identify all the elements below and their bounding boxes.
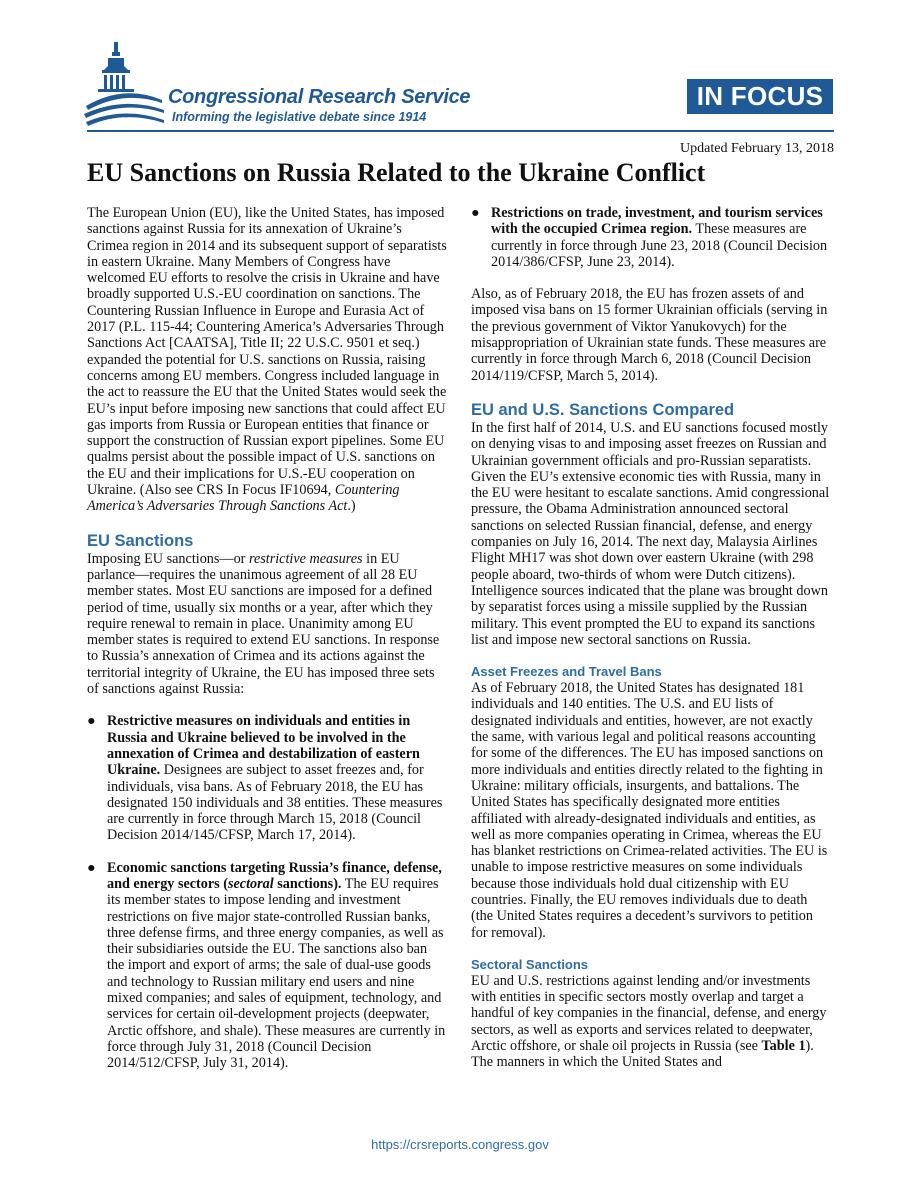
footer-url[interactable]: https://crsreports.congress.gov (371, 1137, 549, 1152)
page-title: EU Sanctions on Russia Related to the Ukraine Conflict (87, 158, 706, 187)
bullet-icon: ● (87, 859, 96, 876)
table-ref: Table 1 (761, 1038, 806, 1055)
heading-eu-sanctions: EU Sanctions (87, 531, 194, 550)
intro-paragraph: The European Union (EU), like the United States, has imposed sanctions against Russia for its annexation of Ukraine’s Crimea region in 2014 and its subsequent support of separatists in eastern Ukraine. Many Members of Congress have welcomed EU efforts to resolve the crisis in Ukraine and have broadly supported U.S.-EU coordination on sanctions. The Countering Russian Influence in Europe and Eurasia Act of 2017 (P.L. 115-44; Countering America’s Adversaries Through Sanctions Act [CAATSA], Title II; 22 U.S.C. 9501 et seq.) expanded the potential for U.S. sanctions on Russia, raising concerns among EU members. Congress included language in the act to reassure the EU that the United States would seek the EU’s input before imposing new sanctions that could affect EU gas imports from Russia or European entities that finance or support the construction of Russian export pipelines. Some EU qualms persist about the possible impact of U.S. sanctions on the EU and their implications for U.S.-EU cooperation on Ukraine. (Also see CRS In Focus IF10694, Countering America’s Adversaries Through Sanctions Act.) (87, 205, 447, 515)
crs-header (0, 0, 920, 140)
also-paragraph: Also, as of February 2018, the EU has frozen assets of and imposed visa bans on 15 former Ukrainian officials (serving in the previous government of Viktor Yanukovych) for the misappropriation of Ukrainian state funds. These measures are currently in force through March 6, 2018 (Council Decision 2014/119/CFSP, March 5, 2014). (471, 286, 828, 384)
list-item: ● Restrictive measures on individuals and entities in Russia and Ukraine believed to be involved in the annexation of Crimea and destabilization of eastern Ukraine. Designees are subject to asset freezes and, for individuals, visa bans. As of February 2018, the EU has designated 150 individuals and 38 entities. These measures are currently in force through March 15, 2018 (Council Decision 2014/145/CFSP, March 17, 2014). (87, 713, 443, 844)
bullet-icon: ● (471, 205, 480, 221)
list-item: ● Economic sanctions targeting Russia’s finance, defense, and energy sectors (sectoral sanctions). The EU requires its member states to impose lending and investment restrictions on five major state-controlled Russian banks, three defense firms, and three energy companies, as well as their subsidiaries outside the EU. The sanctions also ban the import and export of arms; the sale of dual-use goods and technology to Russian military end users and nine mixed companies; and sales of equipment, technology, and services for certain oil-development projects (deepwater, Arctic offshore, and shale). These measures are currently in force through July 31, 2018 (Council Decision 2014/512/CFSP, July 31, 2014). (87, 859, 446, 1072)
asset-freezes-paragraph: As of February 2018, the United States has designated 181 individuals and 140 entities. The U.S. and EU lists of designated individuals and entities, however, are not exactly the same, with various legal and political reasons accounting for some of the differences. The EU has imposed sanctions on more individuals and entities directly related to the fighting in Ukraine: military officials, insurgents, and battalions. The United States has specifically designated more entities affiliated with already-designated individuals and entities, as well as more companies operating in Crimea, whereas the EU has blanket restrictions on Crimea-related activities. The EU is unable to impose restrictive measures on some individuals because those individuals hold dual citizenship with EU countries. Finally, the EU removes individuals due to death (the United States requires a decedent’s survivors to petition for removal). (471, 680, 828, 941)
in-focus-badge: IN FOCUS (687, 79, 833, 114)
updated-date: Updated February 13, 2018 (680, 141, 834, 156)
capitol-dome-logo-icon (84, 40, 164, 130)
heading-compared: EU and U.S. Sanctions Compared (471, 400, 735, 419)
org-tagline: Informing the legislative debate since 1914 (172, 110, 427, 124)
heading-asset-freezes: Asset Freezes and Travel Bans (471, 664, 662, 680)
bullet-icon: ● (87, 713, 96, 730)
left-column (87, 205, 447, 1088)
eu-sanctions-paragraph: Imposing EU sanctions—or restrictive measures in EU parlance—requires the unanimous agreement of all 28 EU member states. Most EU sanctions are imposed for a defined period of time, usually six months or a year, after which they require renewal to remain in place. Unanimity among EU member states is required to extend EU sanctions. In response to Russia’s annexation of Crimea and its actions against the territorial integrity of Ukraine, the EU has imposed three sets of sanctions against Russia: (87, 550, 440, 698)
org-name: Congressional Research Service (168, 86, 471, 108)
sanctions-list-continued (471, 205, 831, 270)
compared-paragraph: In the first half of 2014, U.S. and EU sanctions focused mostly on denying visas to and imposing asset freezes on Russian and Ukrainian government officials and pro-Russian separatists. Given the EU’s extensive economic ties with Russia, many in the EU were hesitant to escalate sanctions. Amid congressional pressure, the Obama Administration announced sectoral sanctions on selected Russian financial, defense, and energy companies on July 16, 2014. The next day, Malaysia Airlines Flight MH17 was shot down over eastern Ukraine (with 298 people aboard, two-thirds of whom were Dutch citizens). Intelligence sources indicated that the plane was brought down by separatist forces using a missile supplied by the Russian military. This event prompted the EU to expand its sanctions list and impose new sectoral sanctions on Russia. (471, 419, 830, 648)
heading-sectoral: Sectoral Sanctions (471, 956, 589, 972)
sanctions-list (87, 713, 447, 1071)
intro-italic-ref: Countering America’s Adversaries Through Sanctions Act (87, 482, 400, 515)
header-rule (87, 130, 834, 132)
right-column (471, 205, 831, 1087)
sectoral-paragraph: EU and U.S. restrictions against lending and/or investments with entities in specific sectors mostly overlap and target a handful of key companies in the financial, defense, and energy sectors, as well as exports and services related to deepwater, Arctic offshore, or shale oil projects in Russia (see Table 1). The manners in which the United States and (471, 972, 827, 1071)
list-item: ● Restrictions on trade, investment, and tourism services with the occupied Crimea region. These measures are currently in force through June 23, 2018 (Council Decision 2014/386/CFSP, June 23, 2014). (471, 205, 828, 270)
